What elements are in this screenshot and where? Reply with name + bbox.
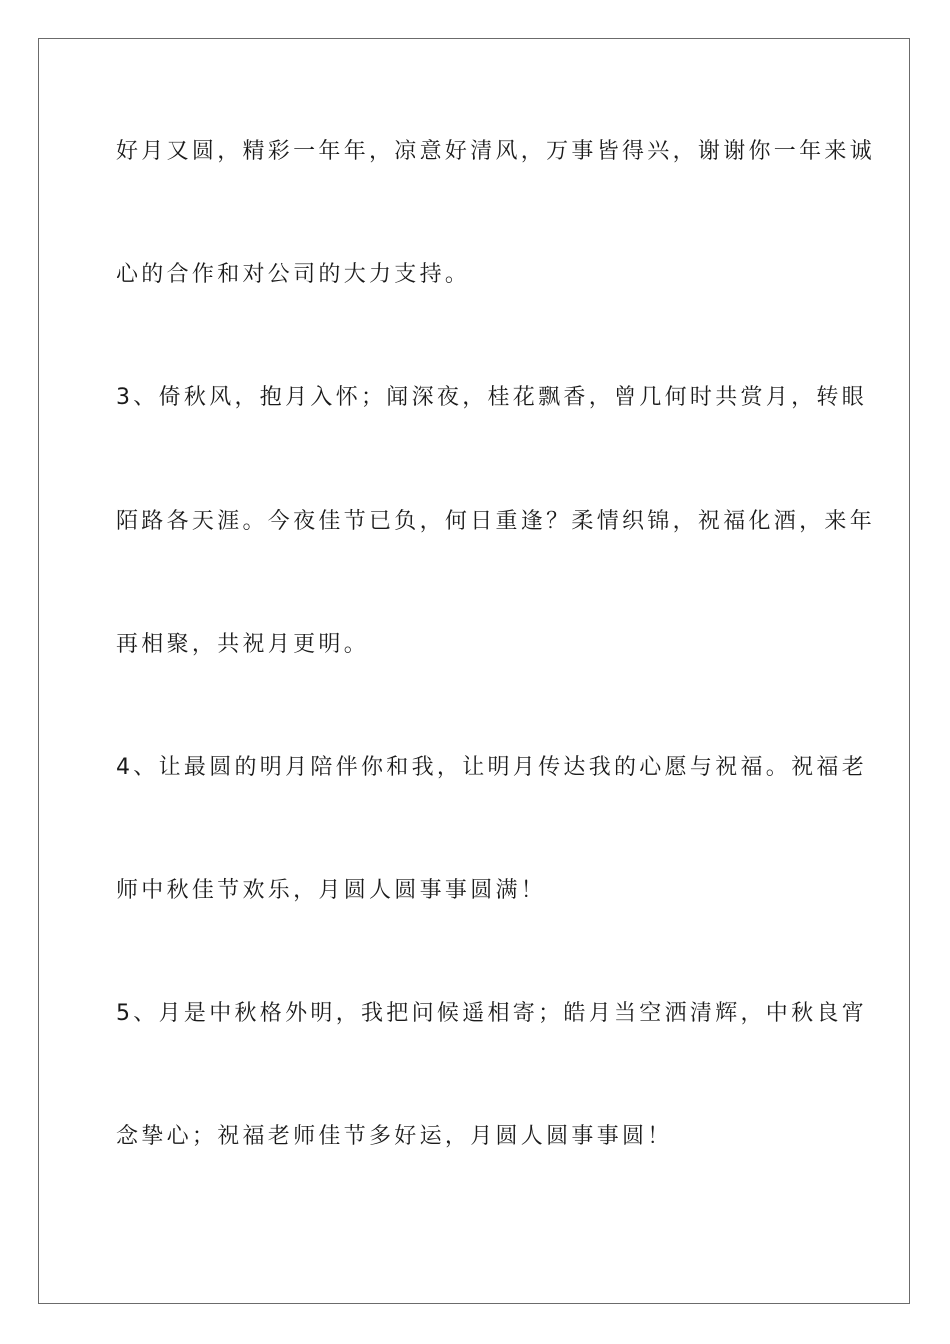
page-border <box>38 38 910 1304</box>
text-line: 5、月是中秋格外明，我把问候遥相寄；皓月当空洒清辉，中秋良宵 <box>116 1001 867 1026</box>
text-line: 再相聚，共祝月更明。 <box>116 632 370 657</box>
text-line: 3、倚秋风，抱月入怀；闻深夜，桂花飘香，曾几何时共赏月，转眼 <box>116 385 867 410</box>
text-line: 心的合作和对公司的大力支持。 <box>116 262 471 287</box>
text-line: 陌路各天涯。今夜佳节已负，何日重逢？柔情织锦，祝福化酒，来年 <box>116 509 876 534</box>
text-line: 师中秋佳节欢乐，月圆人圆事事圆满！ <box>116 878 547 903</box>
text-line: 4、让最圆的明月陪伴你和我，让明月传达我的心愿与祝福。祝福老 <box>116 755 867 780</box>
text-line: 念挚心；祝福老师佳节多好运，月圆人圆事事圆！ <box>116 1124 673 1149</box>
text-line: 好月又圆，精彩一年年，凉意好清风，万事皆得兴，谢谢你一年来诚 <box>116 139 876 164</box>
